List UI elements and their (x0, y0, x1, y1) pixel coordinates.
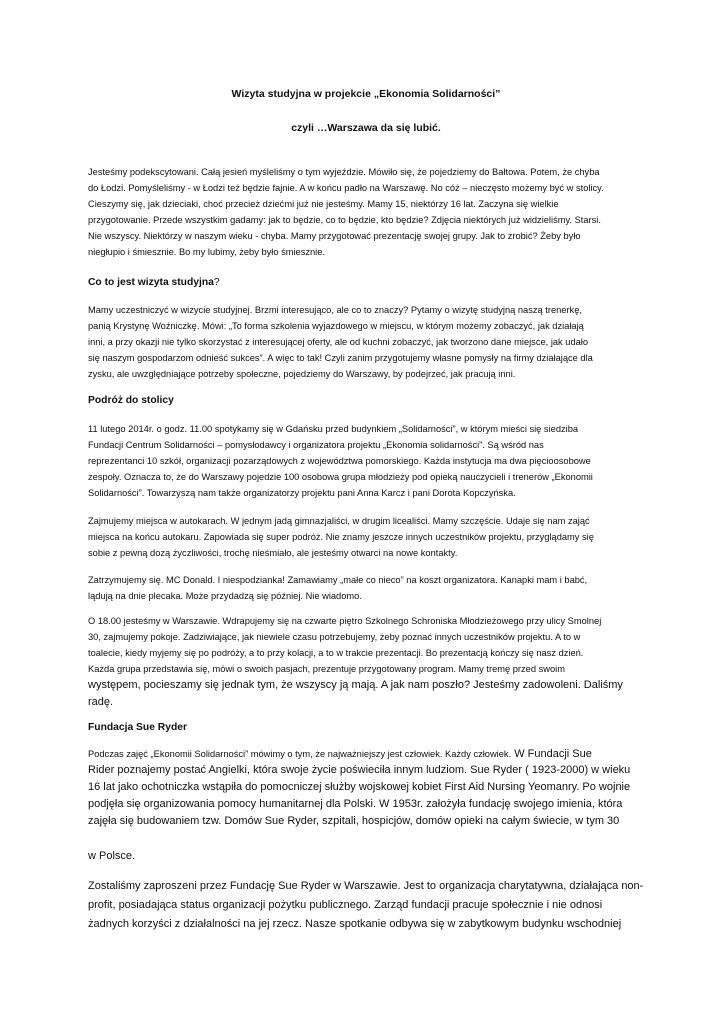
heading-text: Co to jest wizyta studyjna (88, 277, 214, 288)
text-line: radę. (88, 696, 114, 708)
text-line: Zajmujemy miejsca w autokarach. W jednym jadą gimnazjaliści, w drugim licealiści. Mamy szczęście. Udaje się nam zająć (88, 516, 590, 526)
section-heading-study-visit (88, 277, 220, 288)
text-line: się naszym gospodarzom odnieść sukces”. A więc to tak! Czyli zanim przygotujemy własne pomysły na firmy działające dla (88, 353, 593, 363)
text-line: Nie wszyscy. Niektórzy w naszym wieku - chyba. Mamy przygotować prezentację swojej grupy. Jak to zrobić? Żeby było (88, 231, 581, 241)
paragraph-invitation (88, 877, 644, 934)
text-line: Cieszymy się, jak dzieciaki, choć przecież dziećmi już nie jesteśmy. Mamy 15, niektórzy 16 lat. Zaczyna się wielkie (88, 199, 559, 209)
text-line: sobie z pewną dozą życzliwości, trochę nieśmiało, ale jesteśmy otwarci na nowe kontakty. (88, 548, 458, 558)
text-fragment: W Fundacji Sue (511, 748, 592, 760)
document-title: Wizyta studyjna w projekcie „Ekonomia Solidarności” (231, 88, 501, 100)
text-line: inni, a przy okazji nie tylko skorzystać z interesującej oferty, ale od kuchni zobaczyć, jak tworzono dane miejsce, jak udało (88, 337, 589, 347)
text-line (88, 746, 644, 762)
text-line: Solidarności”. Towarzyszą nam także organizatorzy projektu pani Anna Karcz i pani Dorota Kopczyńska. (88, 488, 516, 498)
text-line: O 18.00 jesteśmy w Warszawie. Wdrapujemy się na czwarte piętro Szkolnego Schroniska Młodzieżowego przy ulicy Smolnej (88, 616, 602, 626)
document-subtitle: czyli …Warszawa da się lubić. (291, 122, 441, 134)
text-line: toalecie, kiedy myjemy się po podróży, a to przy kolacji, a to w trakcie prezentacji. Bo prezentacją kończy się nasz dzień. (88, 648, 584, 658)
text-line: 30, zajmujemy pokoje. Zadziwiające, jak niewiele czasu potrzebujemy, żeby poznać innych uczestników projektu. A to w (88, 632, 581, 642)
paragraph-warsaw (88, 613, 644, 711)
section-heading-journey: Podróż do stolicy (88, 395, 174, 406)
text-line: podjęła się organizowania pomocy humanitarnej dla Polski. W 1953r. założyła fundację swojego imienia, która (88, 798, 623, 810)
paragraph-sue-ryder (88, 746, 644, 830)
paragraph-bus (88, 513, 644, 561)
text-line: profit, posiadająca status organizacji pożytku publicznego. Zarząd fundacji pracuje społecznie i nie odnosi (88, 899, 603, 911)
text-line: Mamy uczestniczyć w wizycie studyjnej. Brzmi interesująco, ale co to znaczy? Pytamy o wizytę studyjną naszą trenerkę, (88, 305, 582, 315)
text-line: 11 lutego 2014r. o godz. 11.00 spotykamy się w Gdańsku przed budynkiem „Solidarności”, w którym mieści się siedziba (88, 424, 579, 434)
text-line: żadnych korzyści z działalności na jej rzecz. Nasze spotkanie odbywa się w zabytkowym budynku wschodniej (88, 918, 622, 930)
text-line: Fundacji Centrum Solidarności – pomysłodawcy i organizatora projektu „Ekonomia solidarności”. Są wśród nas (88, 440, 544, 450)
text-line: niegłupio i śmiesznie. Bo my lubimy, żeby było śmiesznie. (88, 247, 325, 257)
text-line: lądują na dnie plecaka. Może przydadzą się później. Nie wiadomo. (88, 591, 362, 601)
text-line: Rider poznajemy postać Angielki, która swoje życie poświeciła innym ludziom. Sue Ryder ( 1923-2000) w wieku (88, 764, 631, 776)
paragraph-poland (88, 848, 644, 865)
text-line: zespoły. Oznacza to, że do Warszawy pojedzie 100 osobowa grupa młodzieży pod opieką nauczycieli i trenerów „Ekonomii (88, 472, 593, 482)
text-line: reprezentanci 10 szkół, organizacji pozarządowych z województwa pomorskiego. Każda instytucja ma dwa pięcioosobowe (88, 456, 591, 466)
text-line: panią Krystynę Woźniczkę. Mówi: „To forma szkolenia wyjazdowego w miejscu, w którym możemy zobaczyć, jak działają (88, 321, 584, 331)
text-line: Jesteśmy podekscytowani. Całą jesień myśleliśmy o tym wyjeździe. Mówiło się, że pojedziemy do Bałtowa. Potem, że chyba (88, 167, 600, 177)
paragraph-study-visit (88, 302, 644, 382)
text-line: miejsca na końcu autokaru. Zapowiada się super podróż. Nie znamy jeszcze innych uczestników projektu, przyglądamy się (88, 532, 594, 542)
text-line: Każda grupa przedstawia się, mówi o swoich pasjach, prezentuje przygotowany program. Mamy tremę przed swoim (88, 664, 565, 674)
text-line: do Łodzi. Pomyśleliśmy - w Łodzi też będzie fajnie. A w końcu padło na Warszawę. No cóż – nieczęsto możemy być w stolicy. (88, 183, 604, 193)
text-fragment: Podczas zajęć „Ekonomii Solidarności” mówimy o tym, że najważniejszy jest człowiek. Każdy człowiek. (88, 749, 512, 759)
text-line: zysku, ale uwzględniające potrzeby społeczne, pojedziemy do Warszawy, by podejrzeć, jak pracują inni. (88, 369, 516, 379)
paragraph-intro (88, 164, 644, 260)
text-line: przygotowanie. Przede wszystkim gadamy: jak to będzie, co to będzie, kto będzie? Zdjęcia niektórych już widzieliśmy. Starsi. (88, 215, 601, 225)
text-line: występem, pocieszamy się jednak tym, że wszyscy ją mają. A jak nam poszło? Jesteśmy zadowoleni. Daliśmy (88, 679, 623, 691)
text-line: w Polsce. (88, 850, 136, 862)
text-line: Zostaliśmy zaproszeni przez Fundację Sue Ryder w Warszawie. Jest to organizacja charytatywna, działająca non- (88, 880, 644, 892)
text-line: Zatrzymujemy się. MC Donald. I niespodzianka! Zamawiamy „małe co nieco” na koszt organizatora. Kanapki mam i babć, (88, 575, 588, 585)
section-heading-sue-ryder: Fundacja Sue Ryder (88, 722, 187, 733)
text-line: 16 lat jako ochotniczka wstąpiła do pomocniczej służby wojskowej kobiet First Aid Nursing Yeomanry. Po wojnie (88, 781, 631, 793)
paragraph-journey (88, 421, 644, 501)
heading-punctuation: ? (213, 277, 220, 288)
paragraph-stop (88, 572, 644, 604)
text-line: zajęła się budowaniem tzw. Domów Sue Ryder, szpitali, hospicjów, domów opieki na całym świecie, w tym 30 (88, 815, 620, 827)
